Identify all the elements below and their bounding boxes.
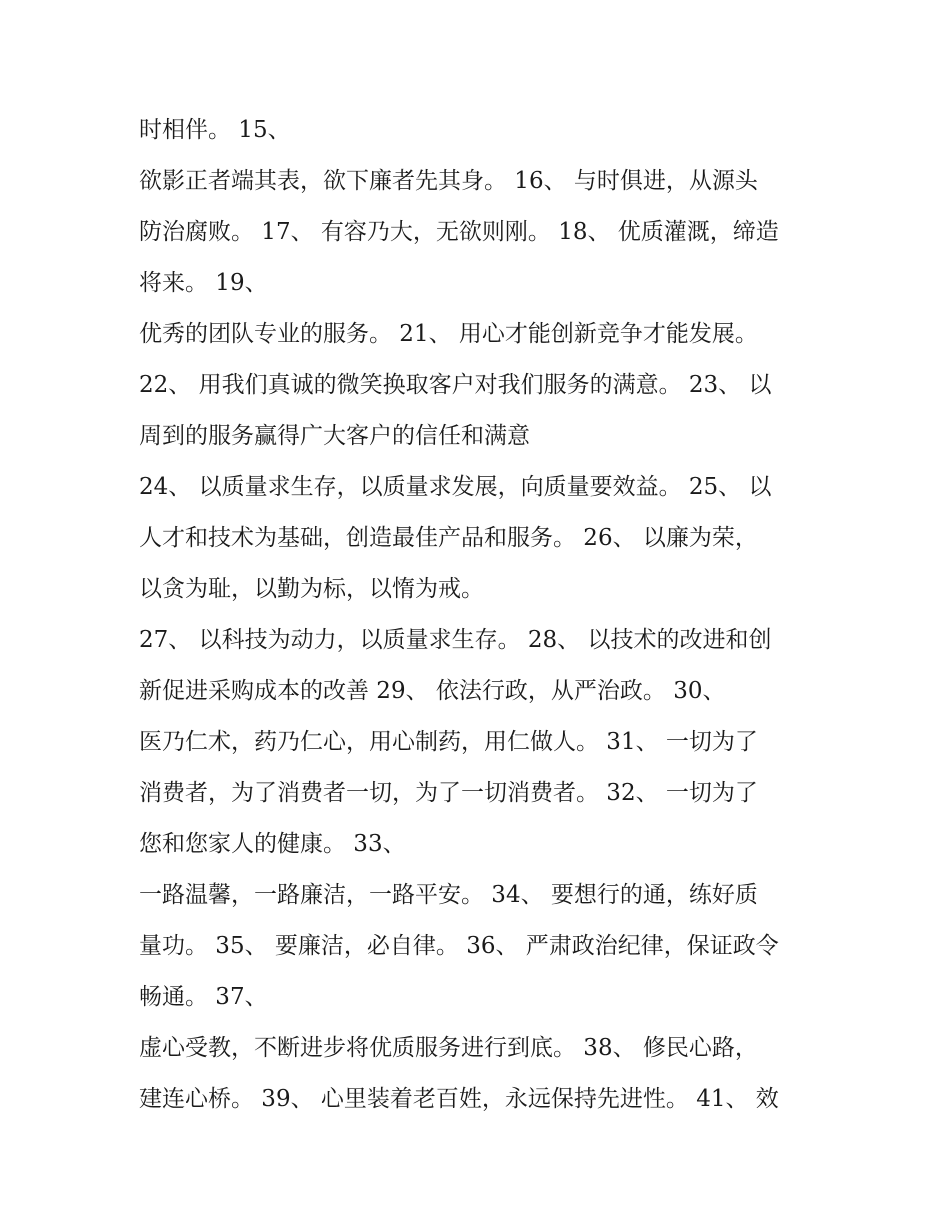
text-line: 22、 用我们真诚的微笑换取客户对我们服务的满意。 23、 以 bbox=[139, 372, 772, 398]
text-line: 您和您家人的健康。 33、 bbox=[139, 831, 406, 857]
text-line: 新促进采购成本的改善 29、 依法行政，从严治政。 30、 bbox=[139, 678, 726, 704]
document-body bbox=[139, 105, 829, 1125]
text-line: 时相伴。 15、 bbox=[139, 117, 291, 143]
text-line: 优秀的团队专业的服务。 21、 用心才能创新竞争才能发展。 bbox=[139, 321, 758, 347]
text-line: 将来。 19、 bbox=[139, 270, 268, 296]
text-line: 周到的服务赢得广大客户的信任和满意 bbox=[139, 423, 530, 449]
text-line: 建连心桥。 39、 心里装着老百姓，永远保持先进性。 41、 效 bbox=[139, 1086, 779, 1112]
text-line: 24、 以质量求生存，以质量求发展，向质量要效益。 25、 以 bbox=[139, 474, 772, 500]
text-line: 量功。 35、 要廉洁，必自律。 36、 严肃政治纪律，保证政令 bbox=[139, 933, 779, 959]
text-line: 消费者，为了消费者一切，为了一切消费者。 32、 一切为了 bbox=[139, 780, 758, 806]
text-line: 虚心受教，不断进步将优质服务进行到底。 38、 修民心路， bbox=[139, 1035, 758, 1061]
text-line: 一路温馨，一路廉洁，一路平安。 34、 要想行的通，练好质 bbox=[139, 882, 758, 908]
text-line: 医乃仁术，药乃仁心，用心制药，用仁做人。 31、 一切为了 bbox=[139, 729, 758, 755]
text-line: 27、 以科技为动力，以质量求生存。 28、 以技术的改进和创 bbox=[139, 627, 772, 653]
text-line: 以贪为耻，以勤为标，以惰为戒。 bbox=[139, 576, 484, 602]
text-line: 人才和技术为基础，创造最佳产品和服务。 26、 以廉为荣， bbox=[139, 525, 758, 551]
text-line: 欲影正者端其表，欲下廉者先其身。 16、 与时俱进，从源头 bbox=[139, 168, 758, 194]
text-line: 畅通。 37、 bbox=[139, 984, 268, 1010]
text-line: 防治腐败。 17、 有容乃大，无欲则刚。 18、 优质灌溉，缔造 bbox=[139, 219, 779, 245]
